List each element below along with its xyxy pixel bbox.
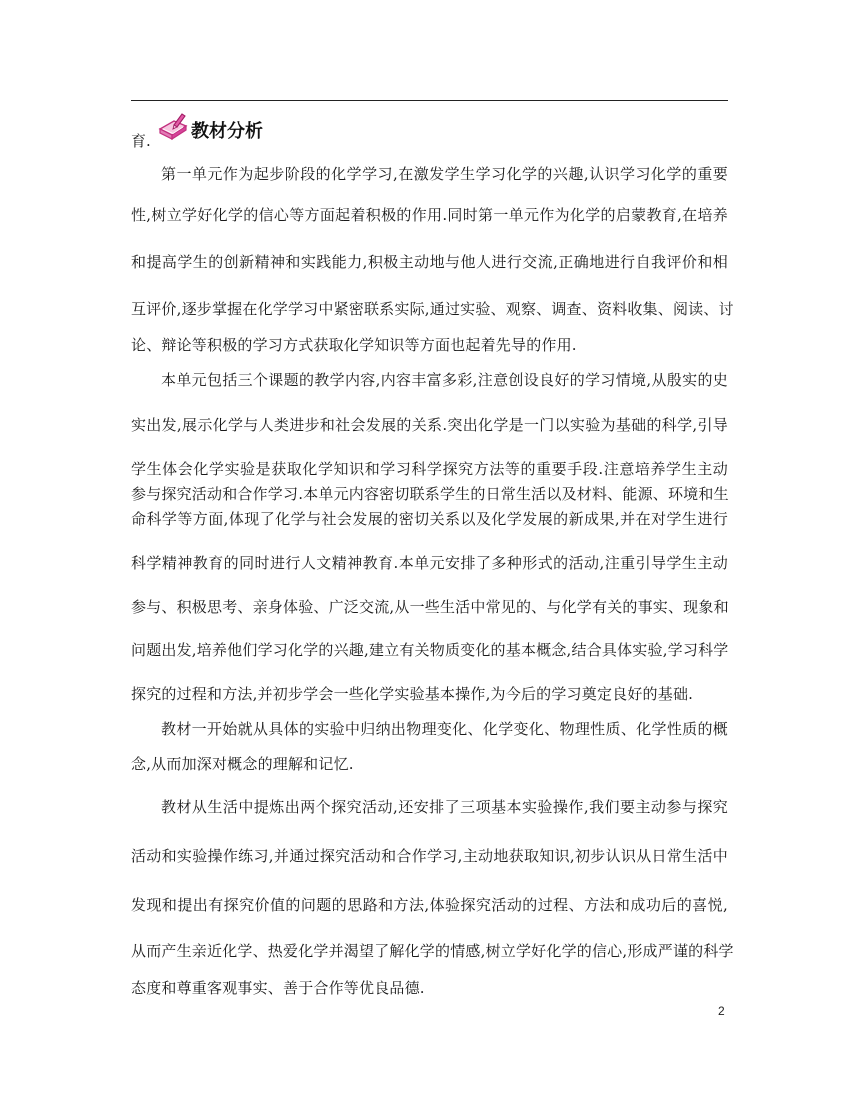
paragraph-line: 互评价,逐步掌握在化学学习中紧密联系实际,通过实验、观察、调查、资料收集、阅读、讨 xyxy=(131,300,734,318)
paragraph-line: 学生体会化学实验是获取化学知识和学习科学探究方法等的重要手段.注意培养学生主动 xyxy=(131,460,728,478)
book-pencil-icon xyxy=(157,112,189,142)
paragraph-line: 从而产生亲近化学、热爱化学并渴望了解化学的情感,树立学好化学的信心,形成严谨的科学 xyxy=(131,942,734,960)
paragraph-line: 实出发,展示化学与人类进步和社会发展的关系.突出化学是一门以实验为基础的科学,引导 xyxy=(131,416,728,434)
paragraph-line: 参与探究活动和合作学习.本单元内容密切联系学生的日常生活以及材料、能源、环境和生 xyxy=(131,485,729,503)
paragraph-line: 态度和尊重客观事实、善于合作等优良品德. xyxy=(131,979,425,997)
carryover-fragment: 育. xyxy=(131,132,151,150)
paragraph-line: 活动和实验操作练习,并通过探究活动和合作学习,主动地获取知识,初步认识从日常生活中 xyxy=(131,847,728,865)
paragraph-line: 探究的过程和方法,并初步学会一些化学实验基本操作,为今后的学习奠定良好的基础. xyxy=(131,685,694,703)
paragraph-line: 第一单元作为起步阶段的化学学习,在激发学生学习化学的兴趣,认识学习化学的重要 xyxy=(161,165,728,183)
header-rule xyxy=(131,100,728,101)
section-header xyxy=(131,112,728,148)
paragraph-line: 教材从生活中提炼出两个探究活动,还安排了三项基本实验操作,我们要主动参与探究 xyxy=(161,798,728,816)
paragraph-line: 参与、积极思考、亲身体验、广泛交流,从一些生活中常见的、与化学有关的事实、现象和 xyxy=(131,598,729,616)
paragraph-line: 念,从而加深对概念的理解和记忆. xyxy=(131,755,354,773)
paragraph-line: 发现和提出有探究价值的问题的思路和方法,体验探究活动的过程、方法和成功后的喜悦, xyxy=(131,896,728,914)
paragraph-line: 问题出发,培养他们学习化学的兴趣,建立有关物质变化的基本概念,结合具体实验,学习科学 xyxy=(131,641,729,659)
page-number: 2 xyxy=(718,1004,725,1018)
paragraph-line: 性,树立学好化学的信心等方面起着积极的作用.同时第一单元作为化学的启蒙教育,在培养 xyxy=(131,206,728,224)
paragraph-line: 教材一开始就从具体的实验中归纳出物理变化、化学变化、物理性质、化学性质的概 xyxy=(161,720,728,738)
paragraph-line: 科学精神教育的同时进行人文精神教育.本单元安排了多种形式的活动,注重引导学生主动 xyxy=(131,554,728,572)
paragraph-line: 论、辩论等积极的学习方式获取化学知识等方面也起着先导的作用. xyxy=(131,336,577,354)
section-title: 教材分析 xyxy=(191,121,263,142)
paragraph-line: 和提高学生的创新精神和实践能力,积极主动地与他人进行交流,正确地进行自我评价和相 xyxy=(131,253,728,271)
paragraph-line: 本单元包括三个课题的教学内容,内容丰富多彩,注意创设良好的学习情境,从殷实的史 xyxy=(161,371,728,389)
paragraph-line: 命科学等方面,体现了化学与社会发展的密切关系以及化学发展的新成果,并在对学生进行 xyxy=(131,510,728,528)
